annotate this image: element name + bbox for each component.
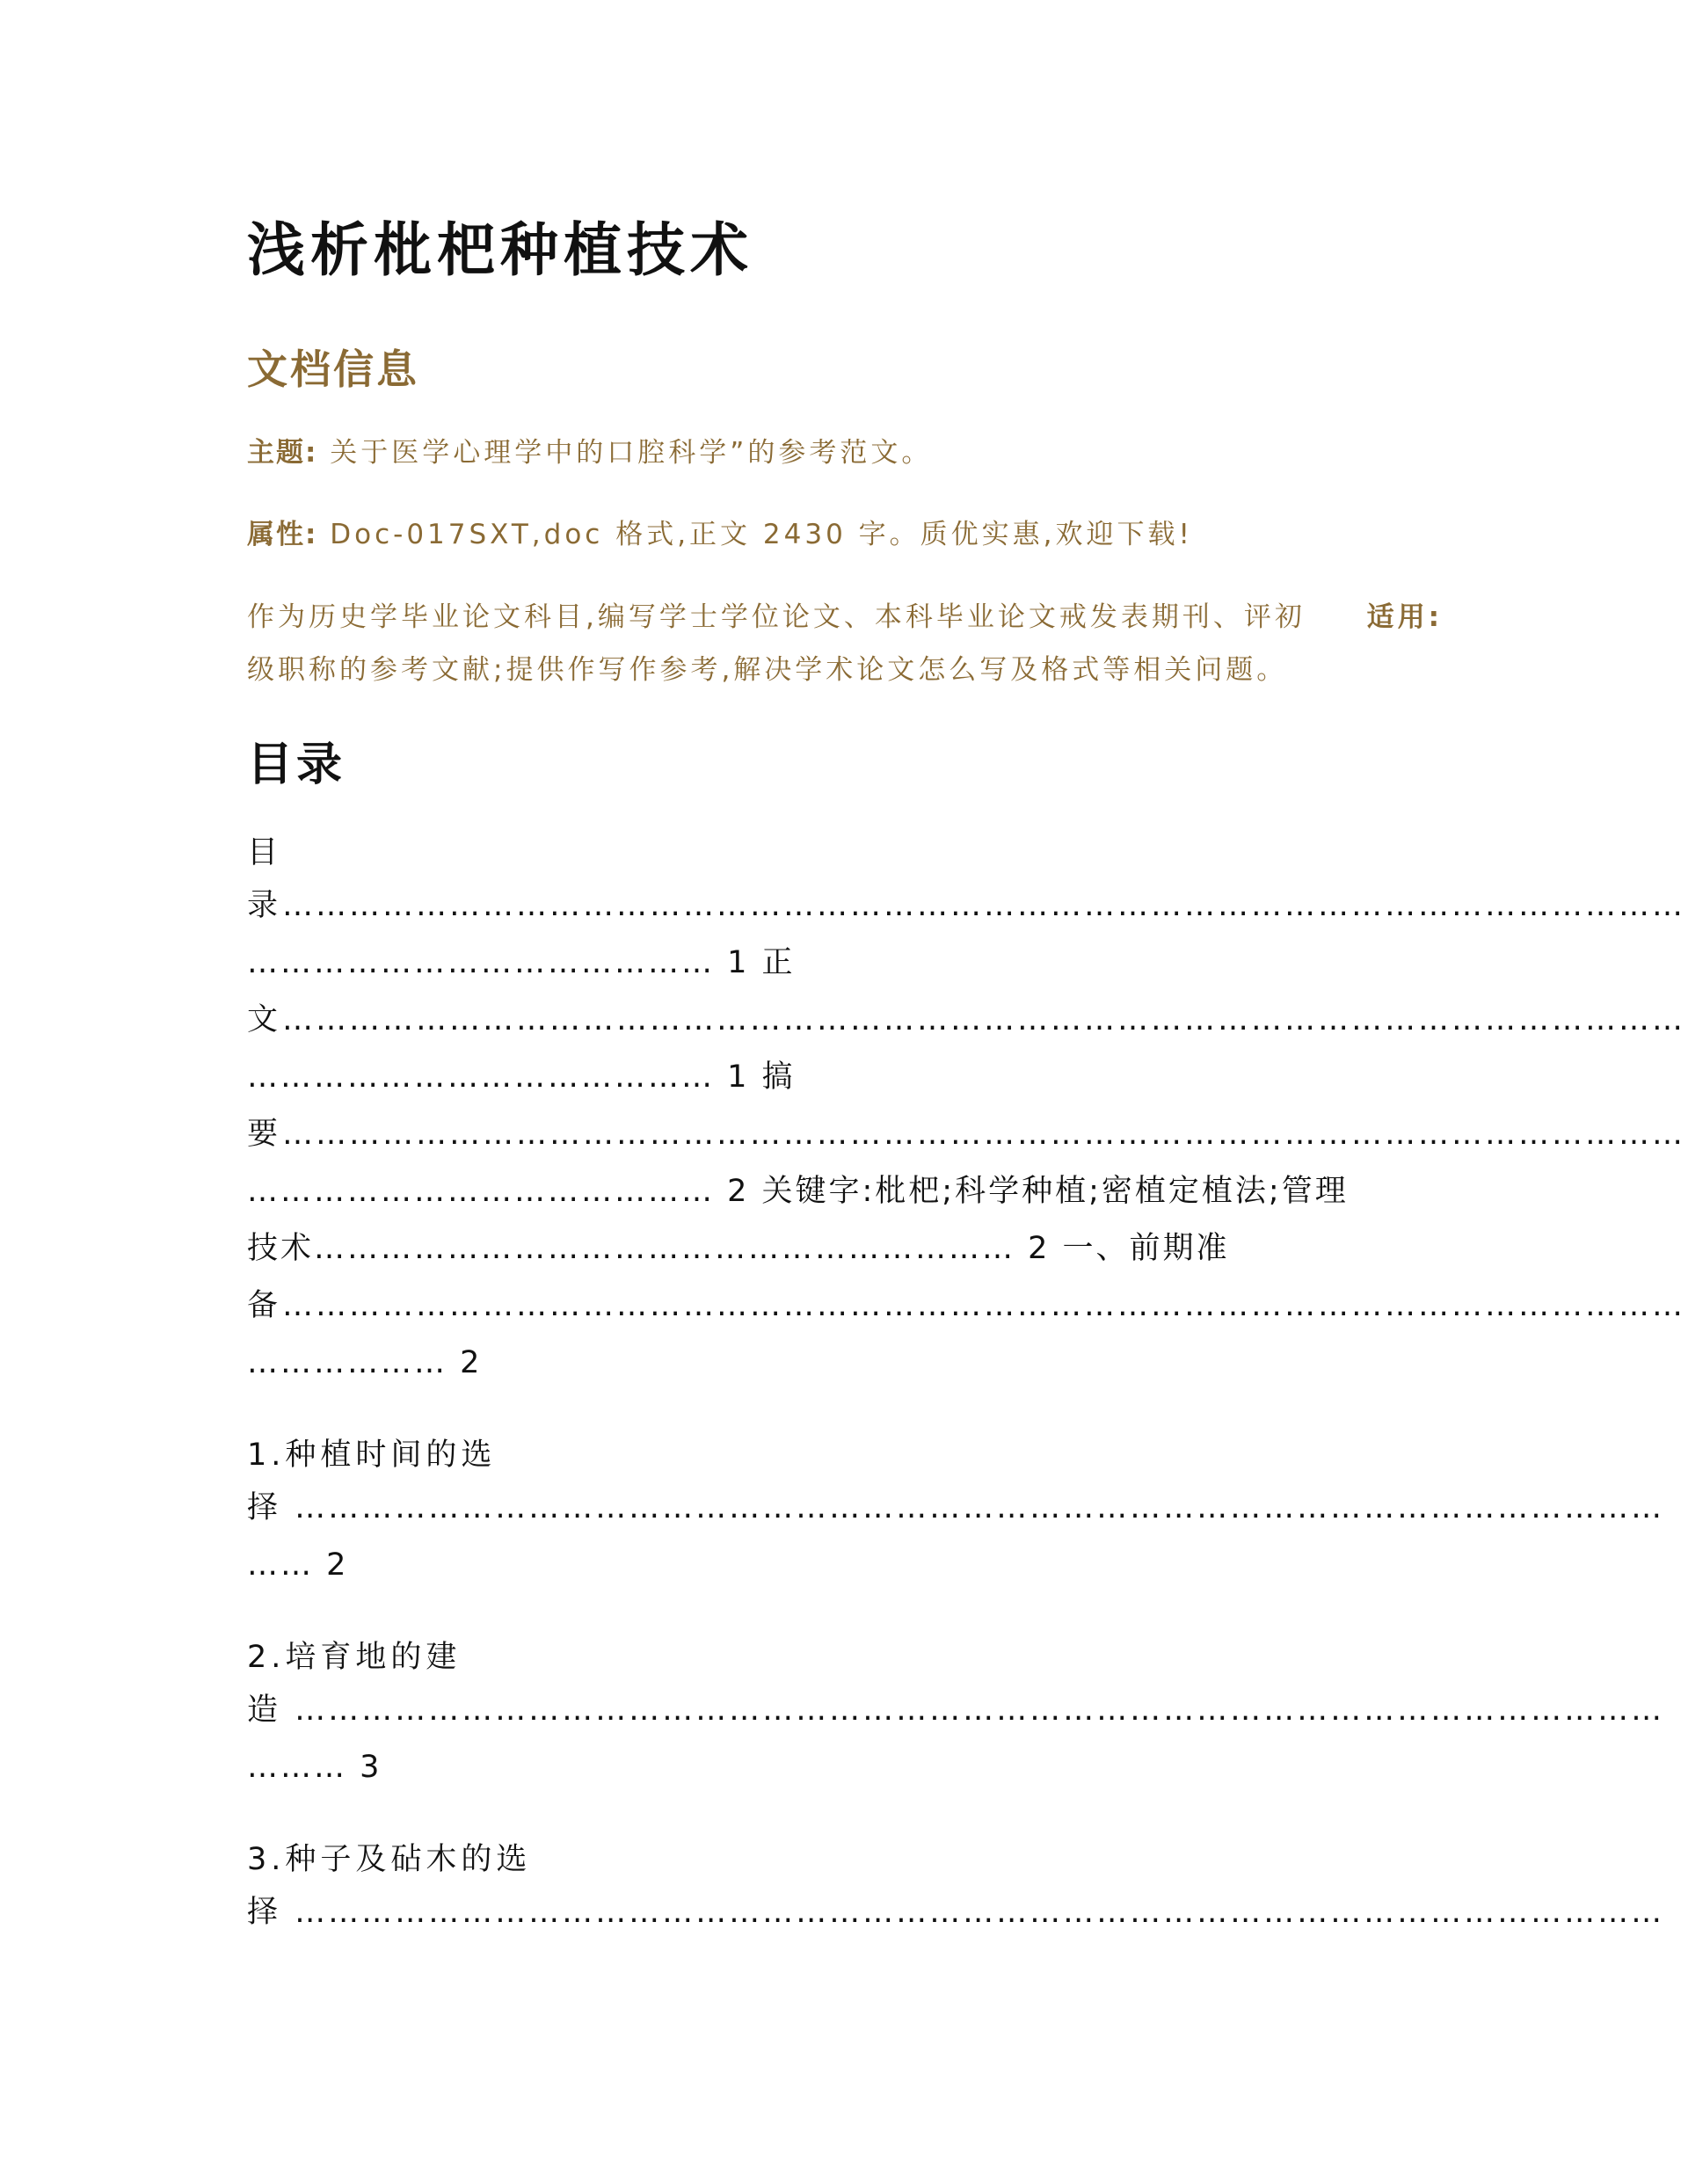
usage-row-2 <box>247 644 1443 696</box>
toc-line <box>247 1481 1665 1534</box>
usage-label: 适用: <box>1366 601 1443 633</box>
attribute-text: Doc-017SXT,doc 格式,正文 2430 字。质优实惠,欢迎下载! <box>330 519 1193 550</box>
toc-line <box>247 1833 531 1886</box>
subject-text: 关于医学心理学中的口腔科学”的参考范文。 <box>330 437 933 469</box>
toc-text: …………………………………… 2 关键字:枇杷;科学种植;密植定植法;管理 <box>247 1174 1349 1209</box>
toc-dot-leader: ……………………………………………………………………………………………………………… <box>282 888 1686 923</box>
toc-heading: 目录 <box>247 739 346 791</box>
toc-text: 录 <box>247 888 283 923</box>
toc-text: 2.培育地的建 <box>247 1640 462 1675</box>
toc-line <box>247 1336 482 1389</box>
toc-text: …………………………………… 1 正 <box>247 945 796 980</box>
toc-text: ……………… 2 <box>247 1345 483 1380</box>
subject-line <box>247 426 1443 479</box>
toc-text: 技术……………………………………………………… 2 一、前期准 <box>247 1231 1230 1266</box>
toc-line <box>247 994 1686 1046</box>
toc-line <box>247 1165 1349 1218</box>
toc-line <box>247 1741 382 1794</box>
usage-text-line-2: 级职称的参考文献;提供作写作参考,解决学术论文怎么写及格式等相关问题。 <box>247 654 1288 686</box>
toc-line <box>247 1429 496 1481</box>
document-title: 浅析枇杷种植技术 <box>247 216 753 284</box>
toc-dot-leader: ……………………………………………………………………………………………………………… <box>282 1117 1686 1152</box>
document-page <box>247 202 1686 1930</box>
toc-text: 备 <box>247 1288 283 1323</box>
toc-dot-leader: …………………………………………………………………………………………………………… <box>282 1895 1665 1930</box>
usage-row-1 <box>247 591 1443 644</box>
toc-dot-leader: ……………………………………………………………………………………………………………… <box>282 1002 1686 1037</box>
toc-dot-leader: ……………………………………………………………………………………………………………… <box>282 1288 1686 1323</box>
toc-line <box>247 1539 348 1591</box>
toc-dot-leader: …………………………………………………………………………………………………………… <box>282 1490 1665 1525</box>
toc-text: 要 <box>247 1117 283 1152</box>
attribute-label: 属性: <box>247 519 318 550</box>
toc-text: 3.种子及砧木的选 <box>247 1842 532 1877</box>
toc-line <box>247 826 282 879</box>
toc-line <box>247 1631 461 1684</box>
toc-text: …… 2 <box>247 1547 349 1583</box>
document-info-heading: 文档信息 <box>247 346 419 393</box>
toc-line <box>247 1222 1230 1275</box>
toc-text: …………………………………… 1 搞 <box>247 1059 796 1095</box>
usage-block <box>247 591 1443 696</box>
toc-text: ……… 3 <box>247 1750 382 1785</box>
toc-line <box>247 1684 1665 1736</box>
toc-text: 目 <box>247 835 283 870</box>
toc-line <box>247 1051 796 1103</box>
toc-line <box>247 1886 1665 1939</box>
toc-text: 造 <box>247 1693 283 1728</box>
toc-dot-leader: …………………………………………………………………………………………………………… <box>282 1693 1665 1728</box>
toc-line <box>247 936 796 989</box>
usage-text-line-1: 作为历史学毕业论文科目,编写学士学位论文、本科毕业论文戒发表期刊、评初 <box>247 601 1306 633</box>
toc-line <box>247 1108 1686 1161</box>
toc-line <box>247 1279 1686 1332</box>
toc-text: 择 <box>247 1490 283 1525</box>
attribute-line <box>247 508 1443 561</box>
toc-text: 择 <box>247 1895 283 1930</box>
toc-text: 文 <box>247 1002 283 1037</box>
toc-text: 1.种植时间的选 <box>247 1438 497 1473</box>
toc-line <box>247 879 1686 932</box>
subject-label: 主题: <box>247 437 318 469</box>
